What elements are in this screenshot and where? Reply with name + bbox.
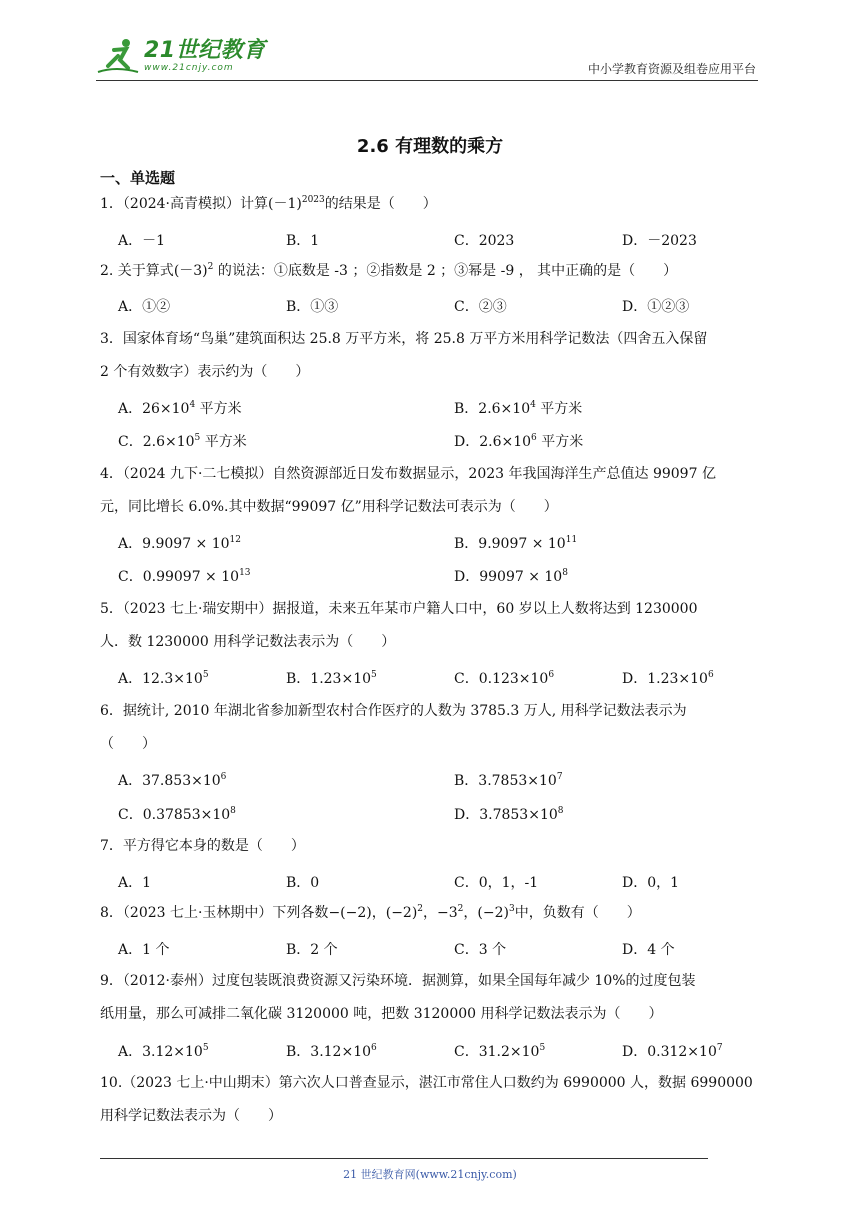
question-1: 1．（2024·高青模拟）计算$(-1)^{2023}$的结果是（ ）	[100, 195, 437, 212]
q6-option-c[interactable]: C．$0.37853\times 10^8$	[118, 806, 236, 823]
runner-logo-icon	[96, 36, 140, 76]
logo	[96, 34, 266, 78]
section-heading: 一、单选题	[100, 169, 176, 187]
q1-option-d[interactable]: D．－2023	[622, 233, 697, 249]
page-header	[96, 34, 756, 80]
q3-option-b[interactable]: B．$2.6\times 10^4$ 平方米	[454, 400, 583, 417]
q8-option-d[interactable]: D．4 个	[622, 942, 675, 958]
q6-option-a[interactable]: A．$37.853\times 10^6$	[118, 772, 227, 789]
question-6: 6．据统计, 2010 年湖北省参加新型农村合作医疗的人数为 3785.3 万人, 用科学记数法表示为 （ ）	[100, 703, 687, 752]
q5-option-c[interactable]: C．$0.123\times 10^6$	[454, 670, 555, 687]
q4-option-b[interactable]: B．$9.9097 \times 10^{11}$	[454, 535, 578, 552]
platform-name: 中小学教育资源及组卷应用平台	[587, 62, 756, 76]
logo-url: www.21cnjy.com	[144, 62, 234, 73]
question-8: 8．（2023 七上·玉林期中）下列各数−(−2)，$(-2)^2$，$-3^2$，$(-2)^3$中，负数有（ ）	[100, 904, 641, 921]
q4-option-d[interactable]: D．$99097 \times 10^8$	[454, 568, 568, 585]
q7-option-d[interactable]: D．0，1	[622, 875, 680, 891]
question-10: 10.（2023 七上·中山期末）第六次人口普查显示，湛江市常住人口数约为 6990000 人，数据 6990000 用科学记数法表示为（ ）	[100, 1075, 753, 1124]
logo-title: 21世纪教育	[144, 37, 266, 63]
q9-option-d[interactable]: D．$0.312\times 10^7$	[622, 1043, 723, 1060]
header-divider	[96, 80, 758, 81]
q6-option-b[interactable]: B．$3.7853\times 10^7$	[454, 772, 563, 789]
q2-option-a[interactable]: A．①②	[118, 299, 171, 315]
question-7: 7．平方得它本身的数是（ ）	[100, 838, 305, 854]
q4-option-c[interactable]: C．$0.99097 \times 10^{13}$	[118, 568, 251, 585]
q7-option-b[interactable]: B．0	[286, 875, 320, 891]
q3-option-a[interactable]: A．$26\times 10^4$ 平方米	[118, 400, 242, 417]
q8-option-b[interactable]: B．2 个	[286, 942, 338, 958]
q3-option-d[interactable]: D．$2.6\times 10^6$ 平方米	[454, 433, 584, 450]
q7-option-a[interactable]: A．1	[118, 875, 152, 891]
q9-option-a[interactable]: A．$3.12\times 10^5$	[118, 1043, 209, 1060]
q6-option-d[interactable]: D．$3.7853\times 10^8$	[454, 806, 564, 823]
question-4: 4．（2024 九下·二七模拟）自然资源部近日发布数据显示，2023 年我国海洋生产总值达 99097 亿 元，同比增长 6.0%.其中数据“99097 亿”用科学记数法可表示为（ ）	[100, 466, 716, 515]
q2-option-b[interactable]: B．①③	[286, 299, 339, 315]
q9-option-c[interactable]: C．$31.2\times 10^5$	[454, 1043, 546, 1060]
question-3: 3．国家体育场“鸟巢”建筑面积达 25.8 万平方米，将 25.8 万平方米用科学记数法（四舍五入保留 2 个有效数字）表示约为（ ）	[100, 331, 708, 380]
q8-option-a[interactable]: A．1 个	[118, 942, 170, 958]
q1-option-c[interactable]: C．2023	[454, 233, 515, 249]
q2-option-c[interactable]: C．②③	[454, 299, 507, 315]
q9-option-b[interactable]: B．$3.12\times 10^6$	[286, 1043, 377, 1060]
q8-option-c[interactable]: C．3 个	[454, 942, 507, 958]
q1-option-b[interactable]: B．1	[286, 233, 320, 249]
q5-option-b[interactable]: B．$1.23\times 10^5$	[286, 670, 377, 687]
q1-option-a[interactable]: A．－1	[118, 233, 166, 249]
q7-option-c[interactable]: C．0，1，-1	[454, 875, 539, 891]
page-title: 2.6 有理数的乘方	[356, 136, 504, 157]
question-9: 9．（2012·泰州）过度包装既浪费资源又污染环境．据测算，如果全国每年减少 10%的过度包装 纸用量，那么可减排二氧化碳 3120000 吨，把数 3120000 用科学记数法表示为（ ）	[100, 973, 696, 1022]
q4-option-a[interactable]: A．$9.9097 \times 10^{12}$	[118, 535, 241, 552]
q3-option-c[interactable]: C．$2.6\times 10^5$ 平方米	[118, 433, 247, 450]
q5-option-a[interactable]: A．$12.3\times 10^5$	[118, 670, 209, 687]
q2-option-d[interactable]: D．①②③	[622, 299, 690, 315]
q5-option-d[interactable]: D．$1.23\times 10^6$	[622, 670, 714, 687]
footer-divider	[100, 1158, 708, 1159]
question-5: 5．（2023 七上·瑞安期中）据报道，未来五年某市户籍人口中，60 岁以上人数将达到 1230000 人．数 1230000 用科学记数法表示为（ ）	[100, 601, 698, 650]
footer-link[interactable]: 21 世纪教育网(www.21cnjy.com)	[343, 1168, 517, 1181]
question-2: 2. 关于算式$(-3)^2$ 的说法：①底数是 -3 ；②指数是 2 ；③幂是 -9 ， 其中正确的是（ ）	[100, 262, 678, 279]
